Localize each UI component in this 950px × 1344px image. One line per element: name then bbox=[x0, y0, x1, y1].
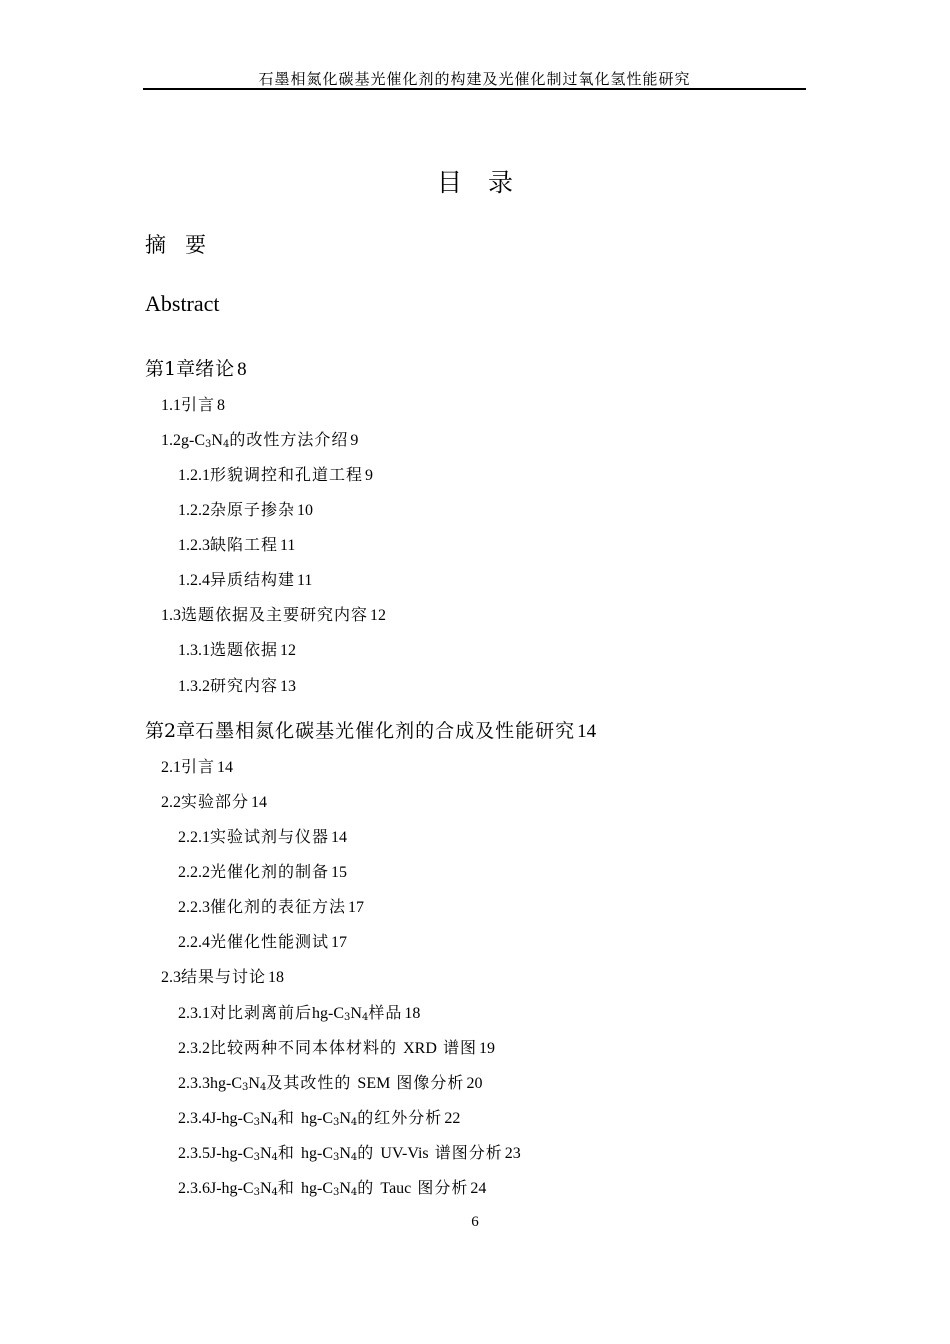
toc-entry-page: 14 bbox=[331, 829, 348, 846]
toc-entry-number: 第1章 bbox=[145, 358, 196, 380]
toc-entry-number: 1.2.3 bbox=[178, 537, 210, 554]
toc-entry-number: 1.3.1 bbox=[178, 642, 210, 659]
toc-entry-label: 选题依据 bbox=[210, 640, 279, 659]
toc-entry-number: 2.2.3 bbox=[178, 899, 210, 916]
toc-entry-label: $g-C_3N_4$的改性方法介绍 bbox=[181, 430, 349, 450]
toc-entry-page: 14 bbox=[217, 759, 234, 776]
toc-entry-page: 8 bbox=[217, 397, 226, 414]
toc-entry-label: 实验部分 bbox=[181, 792, 250, 811]
toc-entry-page: 19 bbox=[479, 1040, 495, 1057]
toc-entry-label: 光催化剂的制备 bbox=[210, 862, 330, 881]
toc-entry-label: 结果与讨论 bbox=[181, 967, 267, 986]
toc-entry-label: 催化剂的表征方法 bbox=[210, 897, 347, 916]
toc-entry-label: 研究内容 bbox=[210, 676, 279, 695]
toc-title: 目录 bbox=[436, 168, 539, 197]
toc-entry-number: 第2章 bbox=[145, 720, 196, 742]
toc-entry-label: $J-hg-C_3N_4$和 $hg-C_3N_4$的红外分析 bbox=[210, 1108, 443, 1128]
toc-entry-page: 11 bbox=[297, 572, 313, 589]
toc-entry-label: 实验试剂与仪器 bbox=[210, 827, 330, 846]
toc-entry-label: 对比剥离前后$hg-C_3N_4$样品 bbox=[210, 1003, 403, 1023]
toc-entry-label: 选题依据及主要研究内容 bbox=[181, 605, 369, 624]
toc-entry-label: 引言 bbox=[181, 395, 216, 414]
toc-entry-label: 比较两种不同本体材料的 XRD 谱图 bbox=[210, 1038, 477, 1057]
toc-entry-page: 14 bbox=[251, 794, 268, 811]
toc-entry-number: 2.3.2 bbox=[178, 1040, 210, 1057]
toc-entry-number: 2.2.2 bbox=[178, 864, 210, 881]
toc-entry-number: 1.2.1 bbox=[178, 467, 210, 484]
toc-entry-page: 9 bbox=[350, 432, 359, 449]
toc-abstract-cn[interactable]: 摘要 bbox=[145, 233, 225, 257]
toc-entry-number: 1.2 bbox=[161, 432, 181, 449]
toc-entry-label: 异质结构建 bbox=[210, 570, 296, 589]
toc-abstract-en[interactable]: Abstract bbox=[145, 291, 220, 316]
header-rule bbox=[143, 88, 806, 90]
toc-entry-number: 2.3.5 bbox=[178, 1145, 210, 1162]
running-header: 石墨相氮化碳基光催化剂的构建及光催化制过氧化氢性能研究 bbox=[258, 70, 691, 88]
toc-entry-number: 2.2 bbox=[161, 794, 181, 811]
toc-entry-label: 引言 bbox=[181, 757, 216, 776]
toc-entry-page: 10 bbox=[297, 502, 314, 519]
toc-entry-number: 2.2.1 bbox=[178, 829, 210, 846]
toc-entry-number: 2.3.4 bbox=[178, 1110, 210, 1127]
toc-entry-number: 1.1 bbox=[161, 397, 181, 414]
toc-entry-label: $J-hg-C_3N_4$和 $hg-C_3N_4$的 Tauc 图分析 bbox=[210, 1178, 469, 1198]
toc-entry-page: 15 bbox=[331, 864, 348, 881]
toc-entry-page: 11 bbox=[280, 537, 296, 554]
toc-entry-number: 1.3.2 bbox=[178, 678, 210, 695]
toc-entry-page: 12 bbox=[280, 642, 297, 659]
toc-entry-page: 18 bbox=[404, 1005, 421, 1022]
toc-entry-number: 2.3 bbox=[161, 969, 181, 986]
toc-entry-label: 光催化性能测试 bbox=[210, 932, 330, 951]
toc-entry-number: 2.3.3 bbox=[178, 1075, 210, 1092]
toc-entry-page: 17 bbox=[331, 934, 348, 951]
toc-entry-page: 14 bbox=[577, 721, 597, 742]
toc-entry-page: 8 bbox=[237, 359, 247, 380]
toc-entry-page: 22 bbox=[444, 1110, 461, 1127]
toc-entry-page: 24 bbox=[470, 1180, 487, 1197]
toc-entry-label: 石墨相氮化碳基光催化剂的合成及性能研究 bbox=[195, 720, 576, 742]
toc-entry-label: 形貌调控和孔道工程 bbox=[210, 465, 364, 484]
toc-entry-number: 2.1 bbox=[161, 759, 181, 776]
toc-entry-page: 20 bbox=[466, 1075, 483, 1092]
toc-entry-number: 2.3.6 bbox=[178, 1180, 210, 1197]
toc-entry-page: 23 bbox=[504, 1145, 521, 1162]
toc-entry-number: 2.2.4 bbox=[178, 934, 210, 951]
toc-entry-label: 绪论 bbox=[195, 358, 236, 380]
toc-entry-page: 12 bbox=[370, 607, 387, 624]
toc-entry-label: $hg-C_3N_4$及其改性的 SEM 图像分析 bbox=[210, 1073, 465, 1093]
toc-entry-label: $J-hg-C_3N_4$和 $hg-C_3N_4$的 UV-Vis 谱图分析 bbox=[210, 1143, 503, 1163]
toc-entry-label: 缺陷工程 bbox=[210, 535, 279, 554]
toc-entry-label: 杂原子掺杂 bbox=[210, 500, 296, 519]
toc-entry-number: 1.2.2 bbox=[178, 502, 210, 519]
toc-entry-number: 1.2.4 bbox=[178, 572, 210, 589]
toc-entry-page: 9 bbox=[365, 467, 374, 484]
toc-entry-page: 17 bbox=[348, 899, 365, 916]
toc-entry-number: 2.3.1 bbox=[178, 1005, 210, 1022]
page-number: 6 bbox=[471, 1214, 479, 1230]
toc-entry-page: 18 bbox=[268, 969, 285, 986]
toc-entry-number: 1.3 bbox=[161, 607, 181, 624]
toc-entry-page: 13 bbox=[280, 678, 297, 695]
